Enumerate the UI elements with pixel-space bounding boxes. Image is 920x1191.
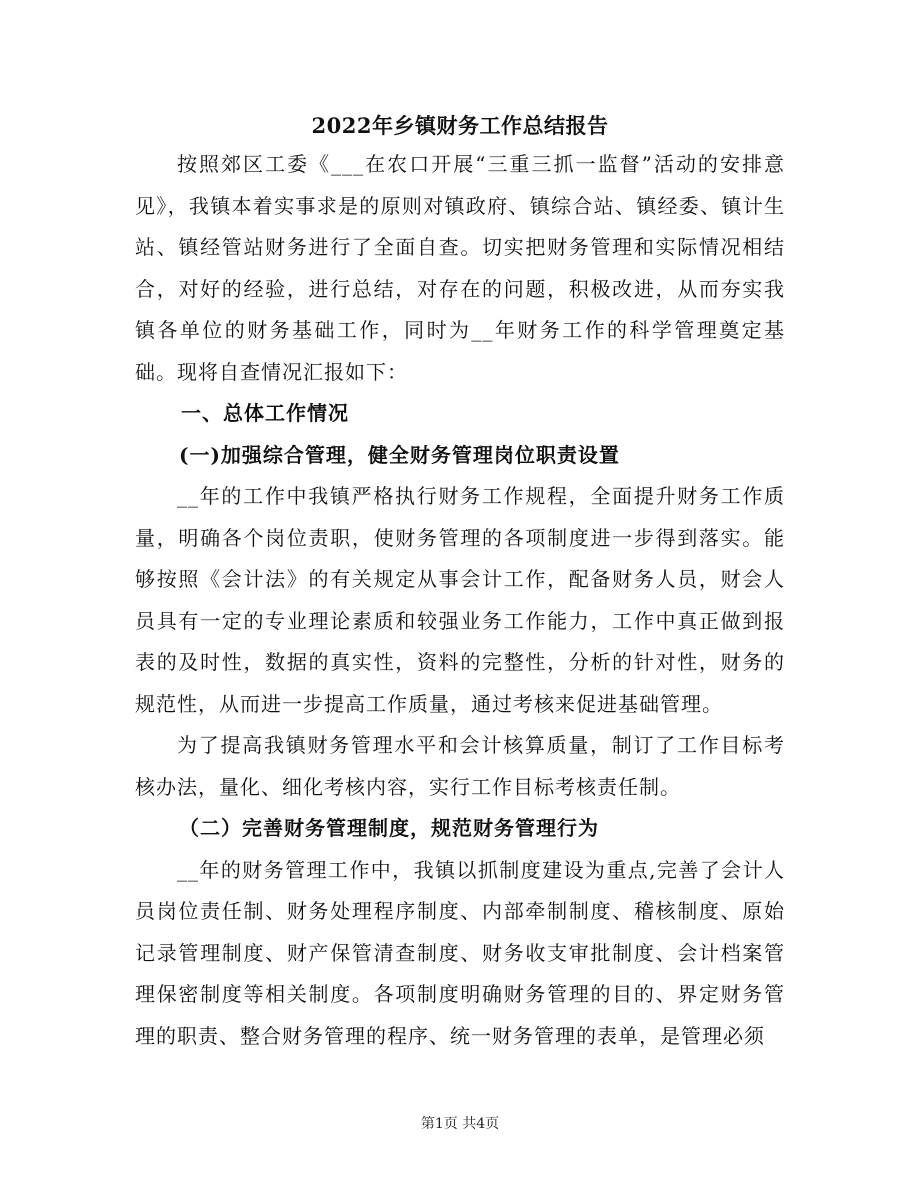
paragraph-assessment: 为了提高我镇财务管理水平和会计核算质量，制订了工作目标考核办法，量化、细化考核内容，实行工作目标考核责任制。 <box>135 733 785 799</box>
section-heading-overall: 一、总体工作情况 <box>181 401 349 425</box>
page-title: 2022年乡镇财务工作总结报告 <box>311 113 609 138</box>
paragraph-work-regulations: __年的工作中我镇严格执行财务工作规程，全面提升财务工作质量，明确各个岗位责职，使财务管理的各项制度进一步得到落实。能够按照《会计法》的有关规定从事会计工作，配备财务人员，财会人员具有一定的专业理论素质和较强业务工作能力，工作中真正做到报表的及时性，数据的真实性，资料的完整性，分析的针对性，财务的规范性，从而进一步提高工作质量，通过考核来促进基础管理。 <box>135 484 785 716</box>
intro-paragraph: 按照郊区工委《___在农口开展“三重三抓一监督”活动的安排意见》，我镇本着实事求是的原则对镇政府、镇综合站、镇经委、镇计生站、镇经管站财务进行了全面自查。切实把财务管理和实际情况相结合，对好的经验，进行总结，对存在的问题，积极改进，从而夯实我镇各单位的财务基础工作，同时为__年财务工作的科学管理奠定基础。现将自查情况汇报如下： <box>135 152 785 384</box>
document-body <box>135 144 785 1057</box>
subsection-heading-management: (一)加强综合管理，健全财务管理岗位职责设置 <box>179 442 620 467</box>
paragraph-system-building: __年的财务管理工作中，我镇以抓制度建设为重点,完善了会计人员岗位责任制、财务处理程序制度、内部牵制制度、稽核制度、原始记录管理制度、财产保管清查制度、财务收支审批制度、会计档案管理保密制度等相关制度。各项制度明确财务管理的目的、界定财务管理的职责、整合财务管理的程序、统一财务管理的表单，是管理必须 <box>135 857 785 1048</box>
subsection-heading-system: （二）完善财务管理制度，规范财务管理行为 <box>179 816 599 840</box>
page-number: 第1页 共4页 <box>420 1116 500 1132</box>
